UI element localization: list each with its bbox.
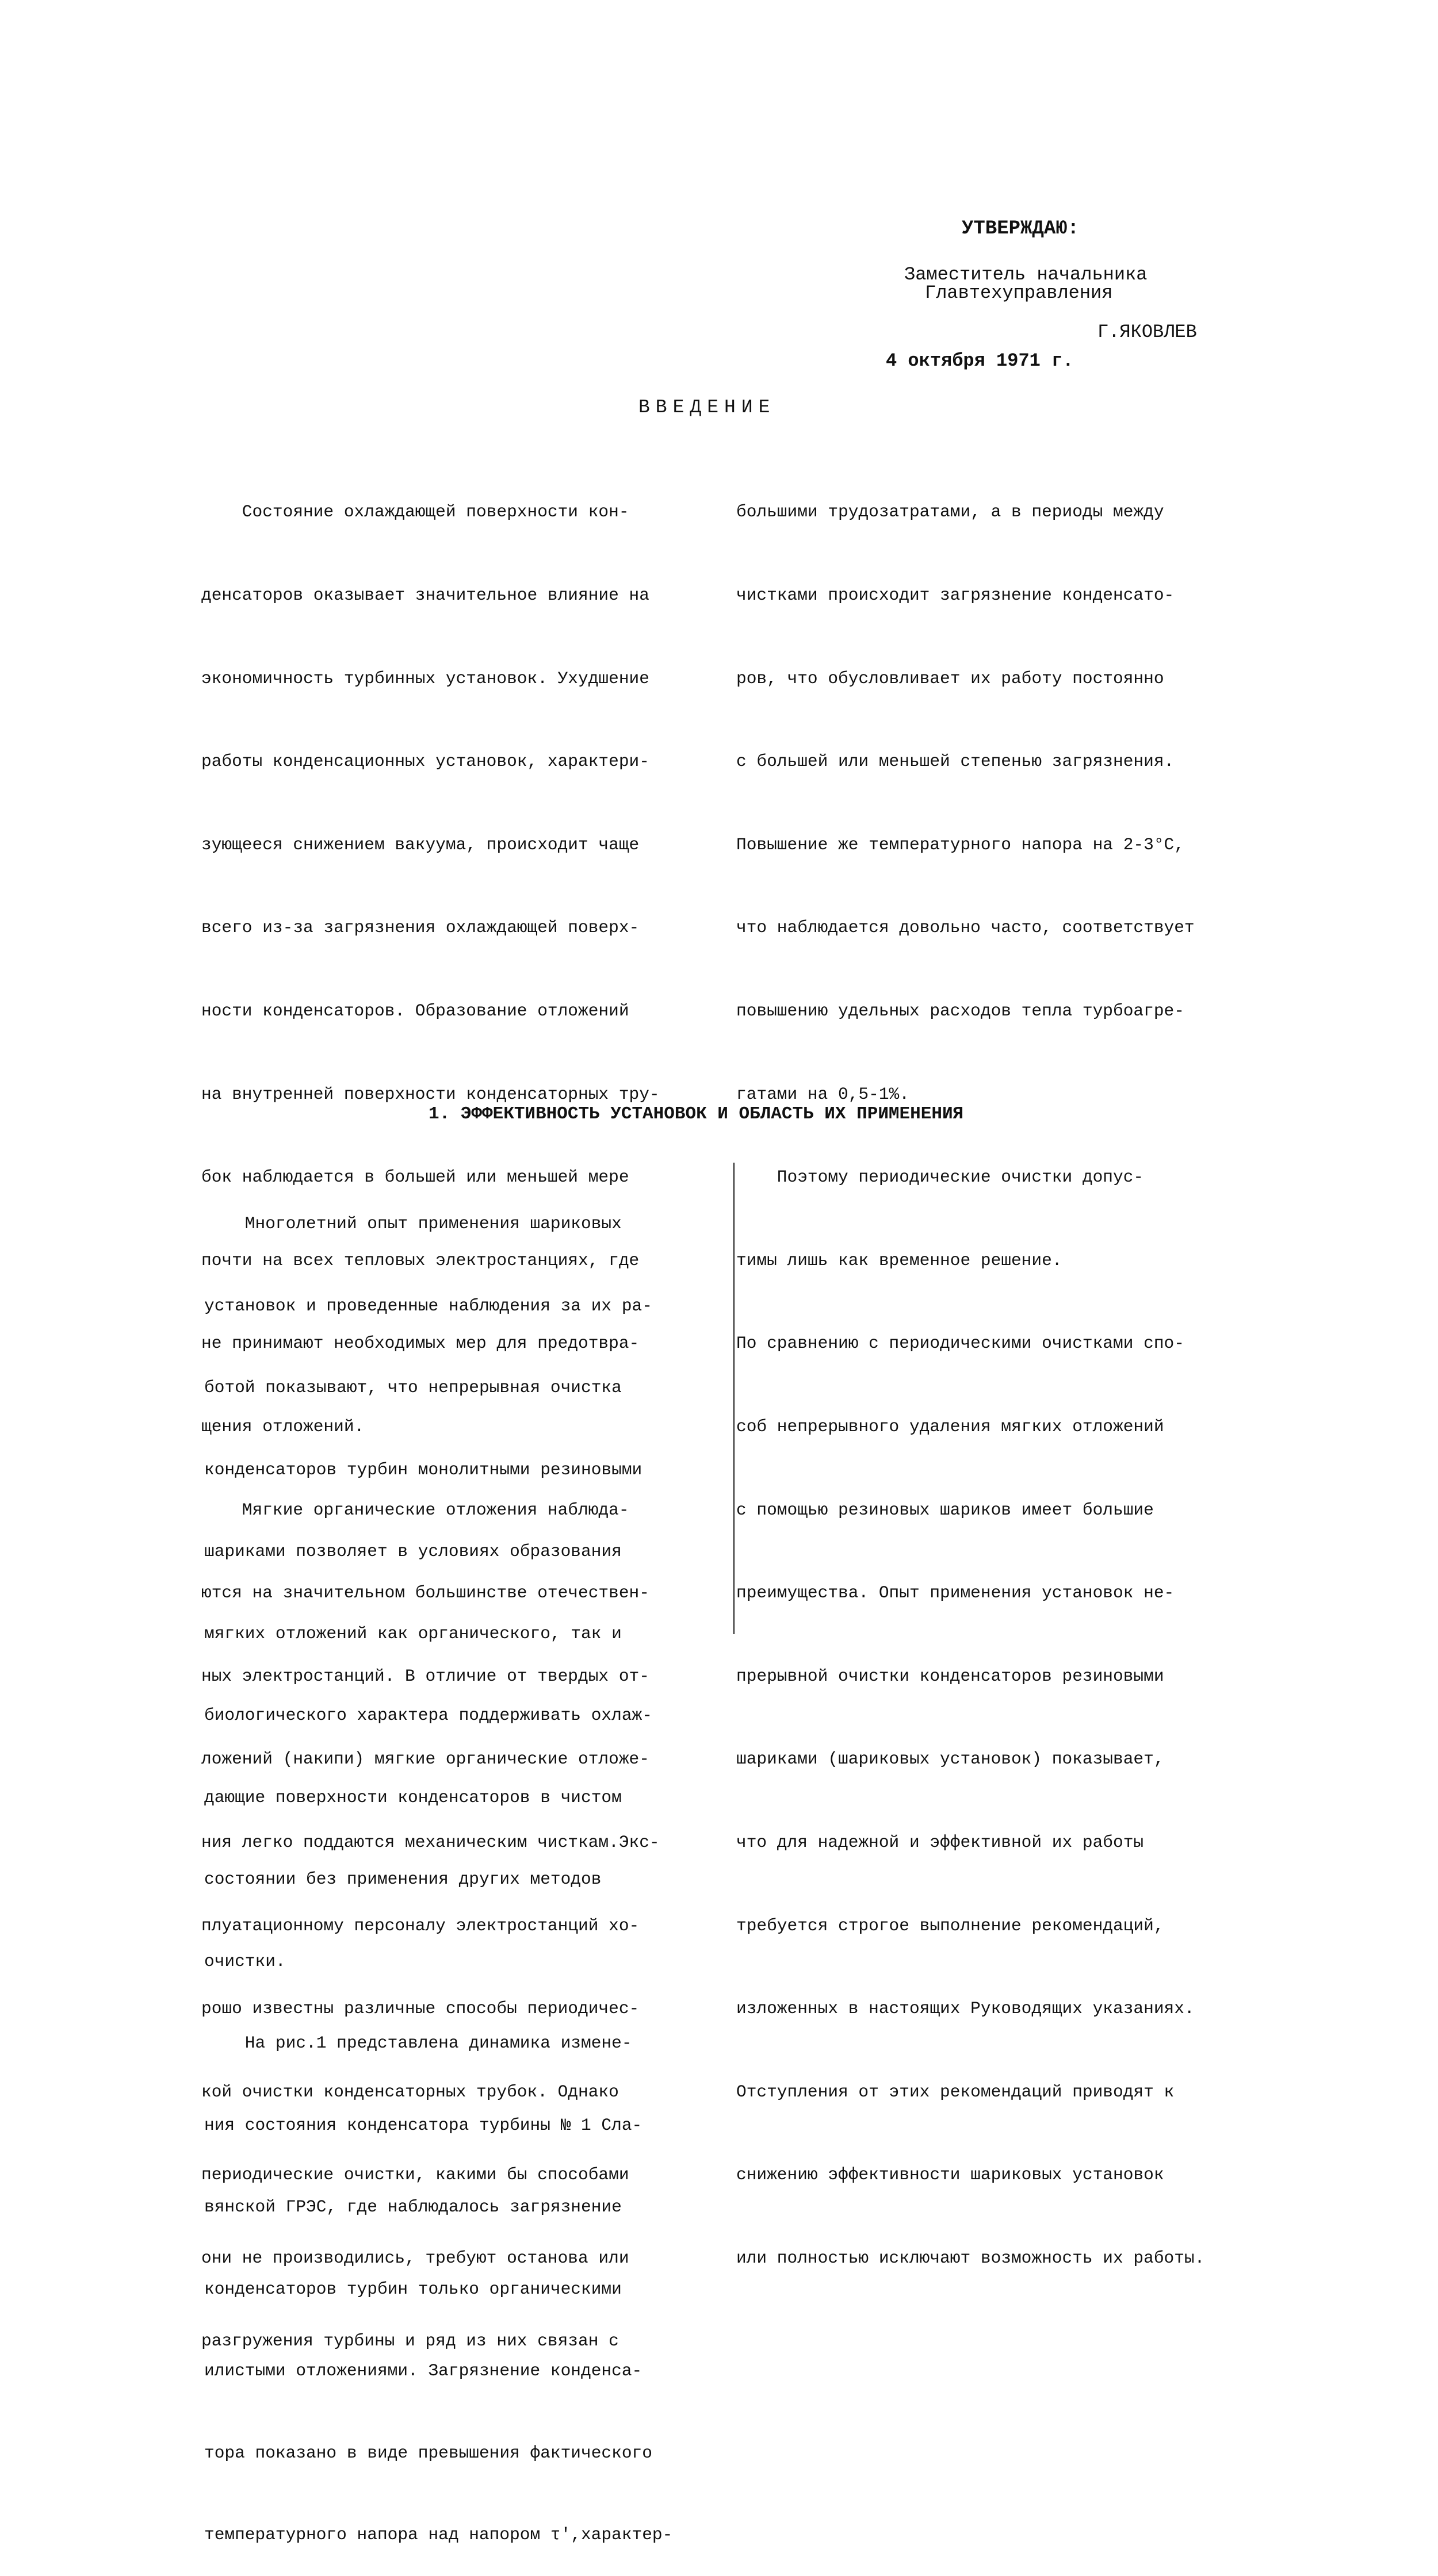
text-line: не принимают необходимых мер для предотвра-	[201, 1333, 640, 1354]
text-line: илистыми отложениями. Загрязнение конденса-	[204, 2361, 642, 2380]
text-line: ния состояния конденсатора турбины № 1 Сла-	[204, 2115, 642, 2135]
text-line: плуатационному персоналу электростанций хо-	[201, 1915, 640, 1935]
text-line: Состояние охлаждающей поверхности кон-	[201, 502, 629, 522]
text-line: с большей или меньшей степенью загрязнения.	[736, 752, 1175, 772]
text-line: снижению эффективности шариковых установок	[736, 2165, 1164, 2185]
text-line: шариками (шариковых установок) показывает,	[736, 1749, 1164, 1769]
text-line: повышению удельных расходов тепла турбоагре-	[736, 1000, 1184, 1021]
text-line: температурного напора над напором τ',характер-	[204, 2525, 673, 2544]
text-line: экономичность турбинных установок. Ухудшение	[201, 668, 649, 688]
text-line: шариками позволяет в условиях образования	[204, 1542, 622, 1561]
text-line: денсаторов оказывает значительное влияние на	[201, 585, 649, 605]
text-line: зующееся снижением вакуума, происходит чаще	[201, 834, 640, 854]
text-line: на внутренней поверхности конденсаторных тру-	[201, 1084, 660, 1104]
text-line: конденсаторов турбин только органическими	[204, 2279, 622, 2299]
text-line: очистки.	[204, 1951, 286, 1971]
text-line: ются на значительном большинстве отечествен-	[201, 1583, 649, 1603]
approval-signatory-name: Г.ЯКОВЛЕВ	[1097, 321, 1197, 343]
section1-left-column	[204, 1156, 725, 2576]
text-line: Отступления от этих рекомендаций приводят к	[736, 2082, 1175, 2102]
approval-position-line2: Главтехуправления	[925, 282, 1113, 304]
text-line: чистками происходит загрязнение конденсато-	[736, 585, 1175, 605]
text-line: конденсаторов турбин монолитными резиновыми	[204, 1459, 642, 1479]
text-line: По сравнению с периодическими очистками спо-	[736, 1333, 1184, 1354]
text-line: почти на всех тепловых электростанциях, где	[201, 1250, 640, 1270]
text-line: Мягкие органические отложения наблюда-	[201, 1500, 629, 1520]
text-line: с помощью резиновых шариков имеет большие	[736, 1500, 1154, 1520]
text-line: мягких отложений как органического, так и	[204, 1623, 622, 1643]
approval-date: 4 октября 1971 г.	[886, 350, 1074, 371]
text-line: ложений (накипи) мягкие органические отложе-	[201, 1749, 649, 1769]
text-line: гатами на 0,5-1%.	[736, 1084, 909, 1104]
text-line: тора показано в виде превышения фактического	[204, 2443, 652, 2463]
approval-position-line1: Заместитель начальника	[904, 264, 1148, 285]
text-line: тимы лишь как временное решение.	[736, 1250, 1062, 1270]
text-line: большими трудозатратами, а в периоды между	[736, 502, 1164, 522]
text-line: Многолетний опыт применения шариковых	[204, 1214, 622, 1233]
section1-title: 1. ЭФФЕКТИВНОСТЬ УСТАНОВОК И ОБЛАСТЬ ИХ ПРИМЕНЕНИЯ	[429, 1104, 964, 1124]
text-line: прерывной очистки конденсаторов резиновыми	[736, 1666, 1164, 1686]
text-line: периодические очистки, какими бы способами	[201, 2165, 629, 2185]
text-line: На рис.1 представлена динамика измене-	[204, 2033, 632, 2053]
approval-heading: УТВЕРЖДАЮ:	[962, 218, 1080, 240]
intro-right-column	[736, 443, 1271, 2299]
text-line: соб непрерывного удаления мягких отложений	[736, 1416, 1164, 1436]
intro-title: ВВЕДЕНИЕ	[638, 397, 776, 418]
text-line: установок и проведенные наблюдения за их ра-	[204, 1295, 652, 1316]
text-line: кой очистки конденсаторных трубок. Однако	[201, 2082, 619, 2102]
text-line: ных электростанций. В отличие от твердых от-	[201, 1666, 649, 1686]
text-line: работы конденсационных установок, характери-	[201, 752, 649, 772]
text-line: ров, что обусловливает их работу постоянно	[736, 668, 1164, 688]
text-line: ботой показывают, что непрерывная очистка	[204, 1378, 622, 1397]
text-line: рошо известны различные способы периодичес-	[201, 1999, 640, 2019]
text-line: Поэтому периодические очистки допус-	[736, 1167, 1144, 1187]
text-line: вянской ГРЭС, где наблюдалось загрязнение	[204, 2197, 622, 2217]
text-line: они не производились, требуют останова или	[201, 2248, 629, 2268]
text-line: биологического характера поддерживать охлаж-	[204, 1705, 652, 1725]
text-line: разгружения турбины и ряд из них связан с	[201, 2331, 619, 2351]
text-line: бок наблюдается в большей или меньшей мере	[201, 1167, 629, 1187]
text-line: требуется строгое выполнение рекомендаций,	[736, 1915, 1164, 1935]
column-separator	[733, 1163, 735, 1634]
text-line: или полностью исключают возможность их работы.	[736, 2248, 1205, 2268]
text-line: что наблюдается довольно часто, соответствует	[736, 918, 1195, 938]
text-line: ности конденсаторов. Образование отложений	[201, 1000, 629, 1021]
text-line: преимущества. Опыт применения установок не-	[736, 1583, 1175, 1603]
text-line: состоянии без применения других методов	[204, 1869, 602, 1889]
text-line: дающие поверхности конденсаторов в чистом	[204, 1787, 622, 1807]
text-line: щения отложений.	[201, 1416, 365, 1436]
text-line: ния легко поддаются механическим чисткам.Экс-	[201, 1832, 660, 1852]
text-line: Повышение же температурного напора на 2-3°С,	[736, 834, 1184, 854]
text-line: что для надежной и эффективной их работы	[736, 1832, 1144, 1852]
text-line: всего из-за загрязнения охлаждающей поверх-	[201, 918, 640, 938]
text-line: изложенных в настоящих Руководящих указаниях.	[736, 1999, 1195, 2019]
